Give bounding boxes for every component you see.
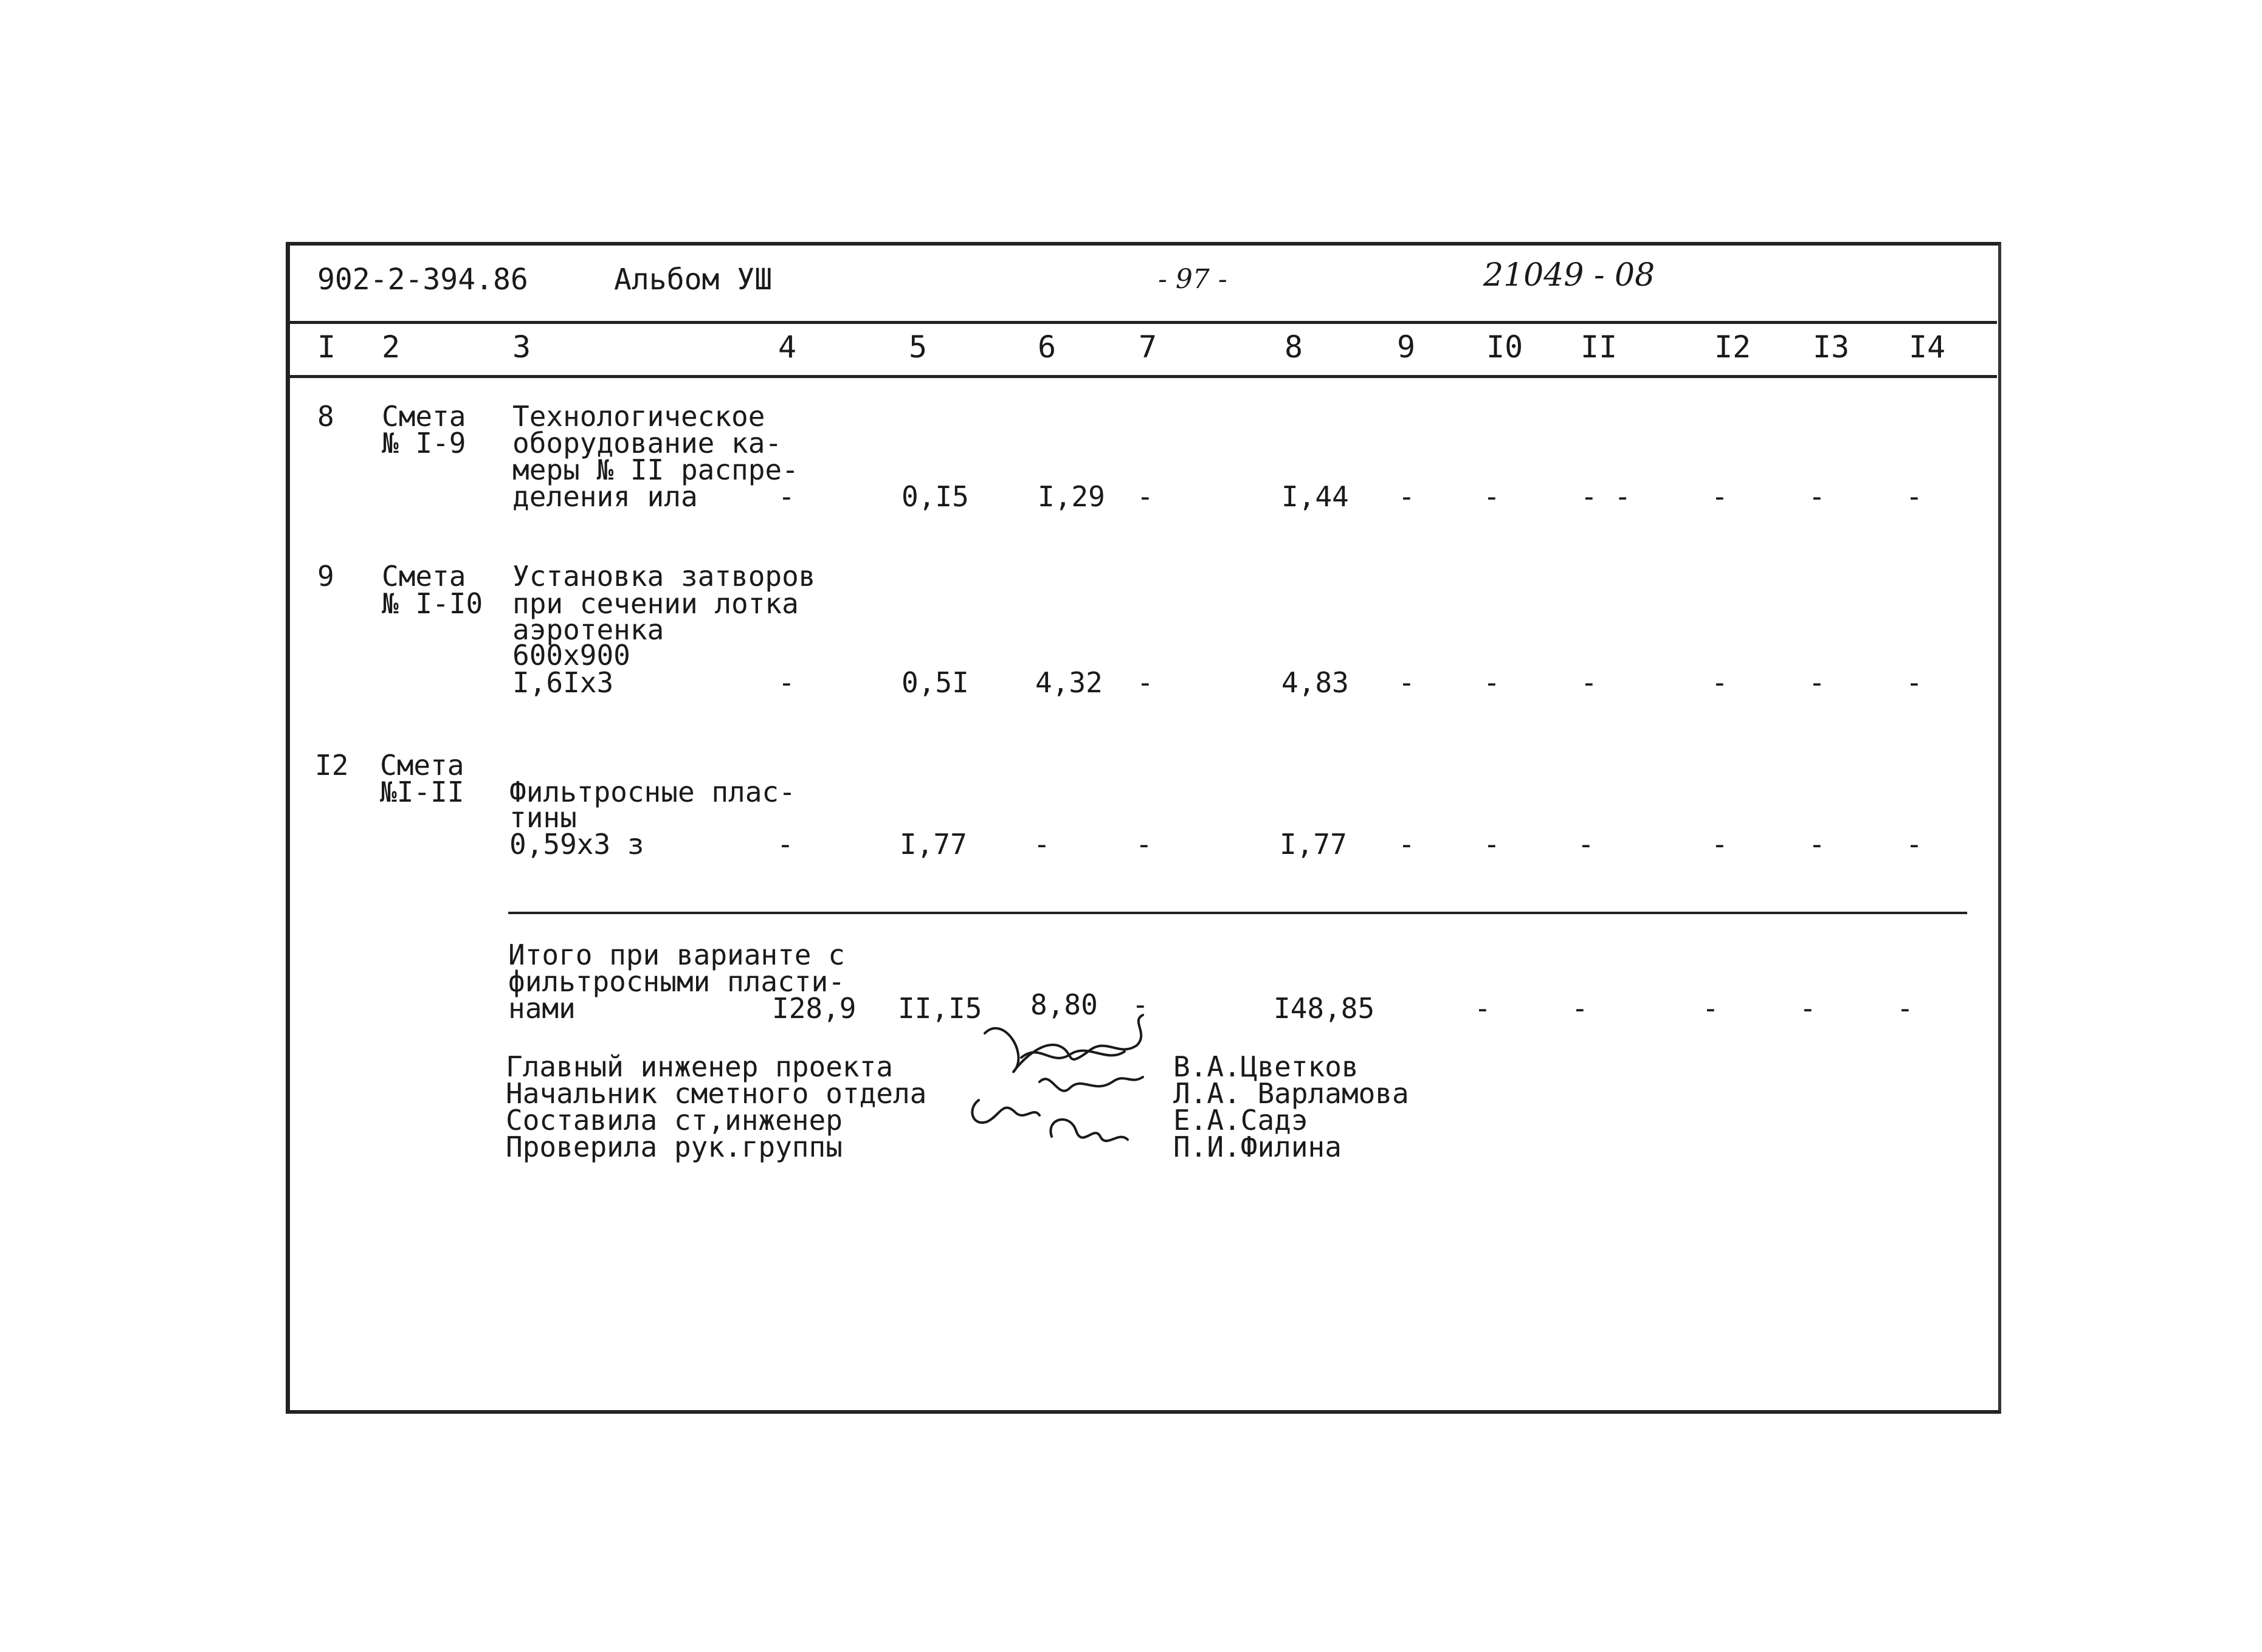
cell-col13: - <box>1809 480 1826 513</box>
item-name-line: I,6Iх3 <box>512 666 614 699</box>
cell-col9: - <box>1398 666 1415 699</box>
total-col10: - <box>1571 992 1588 1025</box>
signatory-name: П.И.Филина <box>1173 1131 1342 1163</box>
cell-col8: I,77 <box>1280 828 1347 861</box>
signature-stroke <box>1021 1051 1125 1058</box>
item-name-line: при сечении лотка <box>512 587 799 620</box>
estimate-label: Смета <box>382 560 466 593</box>
col-header-8: 8 <box>1284 329 1303 365</box>
page-number: - 97 - <box>1158 264 1227 295</box>
total-label-line: Итого при варианте с <box>508 938 845 971</box>
cell-col7: - <box>1137 666 1154 699</box>
signatory-name: В.А.Цветков <box>1173 1050 1359 1083</box>
cell-col14: - <box>1906 828 1923 861</box>
signature-role: Составила ст,инженер <box>506 1104 843 1137</box>
col-header-3: 3 <box>512 329 531 365</box>
cell-col5: 0,I5 <box>902 480 969 513</box>
cell-col10: - <box>1483 480 1500 513</box>
cell-col4: - <box>778 666 795 699</box>
cell-col8: I,44 <box>1281 480 1349 513</box>
total-col14: - <box>1897 992 1914 1025</box>
col-header-4: 4 <box>778 329 797 365</box>
estimate-label: Смета <box>382 400 466 433</box>
total-label-line: фильтросными пласти- <box>508 965 845 998</box>
cell-col8: 4,83 <box>1281 666 1349 699</box>
total-divider <box>508 912 1967 914</box>
item-name-line: оборудование ка- <box>512 427 782 459</box>
signature-stroke <box>972 1100 1040 1123</box>
row-number: 8 <box>317 400 334 433</box>
album-label: Альбом УШ <box>614 263 773 297</box>
signatory-name: Л.А. Варламова <box>1173 1077 1409 1110</box>
col-header-1: I <box>317 329 336 365</box>
col-header-7: 7 <box>1139 329 1157 365</box>
estimate-label: Смета <box>380 749 464 782</box>
cell-col5: 0,5I <box>902 666 969 699</box>
inventory-number: 21049 - 08 <box>1483 257 1655 294</box>
total-col5: II,I5 <box>898 992 982 1025</box>
total-col12: - <box>1702 992 1719 1025</box>
cell-col4: - <box>777 828 794 861</box>
signature-stroke <box>985 1015 1143 1072</box>
cell-col12: - <box>1711 828 1728 861</box>
total-col13: - <box>1799 992 1816 1025</box>
cell-col9: - <box>1398 480 1415 513</box>
cell-col13: - <box>1809 828 1826 861</box>
item-name-line: аэротенка <box>512 613 664 646</box>
item-name-line: меры № II распре- <box>512 453 799 486</box>
cell-col11: - <box>1581 666 1598 699</box>
handwritten-signatures <box>948 1009 1191 1179</box>
total-col4: I28,9 <box>772 992 857 1025</box>
item-name-line: деления ила <box>512 480 698 513</box>
item-name-line: тины <box>509 801 577 834</box>
total-col8: I48,85 <box>1274 992 1375 1025</box>
cell-col11: - <box>1578 828 1595 861</box>
item-name-line: 0,59х3 з <box>509 828 644 861</box>
total-label-line: нами <box>508 992 576 1025</box>
col-header-12: I2 <box>1714 329 1751 365</box>
row-number: I2 <box>315 749 349 782</box>
col-header-11: II <box>1581 329 1618 365</box>
estimate-number: № I-9 <box>382 427 466 459</box>
total-col9: - <box>1474 992 1491 1025</box>
item-name-line: Технологическое <box>512 400 765 433</box>
cell-col14: - <box>1906 480 1923 513</box>
col-header-10: I0 <box>1486 329 1523 365</box>
col-header-6: 6 <box>1038 329 1057 365</box>
cell-col6: 4,32 <box>1035 666 1103 699</box>
cell-col12: - <box>1711 480 1728 513</box>
total-col7: - <box>1132 988 1149 1021</box>
estimate-number: №I-II <box>380 776 464 808</box>
col-header-9: 9 <box>1397 329 1416 365</box>
doc-number: 902-2-394.86 <box>317 263 528 297</box>
cell-col7: - <box>1137 480 1154 513</box>
cell-col4: - <box>778 480 795 513</box>
signature-stroke <box>1050 1120 1128 1141</box>
estimate-number: № I-I0 <box>382 587 483 620</box>
column-header-divider <box>286 375 1997 378</box>
item-name-line: Установка затворов <box>512 560 816 593</box>
signature-role: Начальник сметного отдела <box>506 1077 927 1110</box>
signature-stroke <box>1040 1077 1143 1091</box>
cell-col12: - <box>1711 666 1728 699</box>
signature-role: Проверила рук.группы <box>506 1131 843 1163</box>
signature-role: Главный инженер проекта <box>506 1050 893 1083</box>
item-name-line: Фильтросные плас- <box>509 776 796 808</box>
cell-col10: - <box>1483 828 1500 861</box>
cell-col6: - <box>1033 828 1050 861</box>
col-header-13: I3 <box>1813 329 1850 365</box>
cell-col13: - <box>1809 666 1826 699</box>
cell-col11: - - <box>1581 480 1632 513</box>
cell-col6: I,29 <box>1038 480 1105 513</box>
cell-col5: I,77 <box>900 828 967 861</box>
signatory-name: Е.А.Садэ <box>1173 1104 1308 1137</box>
item-name-line: 600х900 <box>512 639 630 672</box>
cell-col9: - <box>1398 828 1415 861</box>
col-header-14: I4 <box>1909 329 1946 365</box>
cell-col7: - <box>1136 828 1153 861</box>
total-col6: 8,80 <box>1030 988 1098 1021</box>
header-divider <box>286 321 1997 324</box>
col-header-5: 5 <box>909 329 928 365</box>
cell-col14: - <box>1906 666 1923 699</box>
row-number: 9 <box>317 560 334 593</box>
cell-col10: - <box>1483 666 1500 699</box>
col-header-2: 2 <box>382 329 401 365</box>
